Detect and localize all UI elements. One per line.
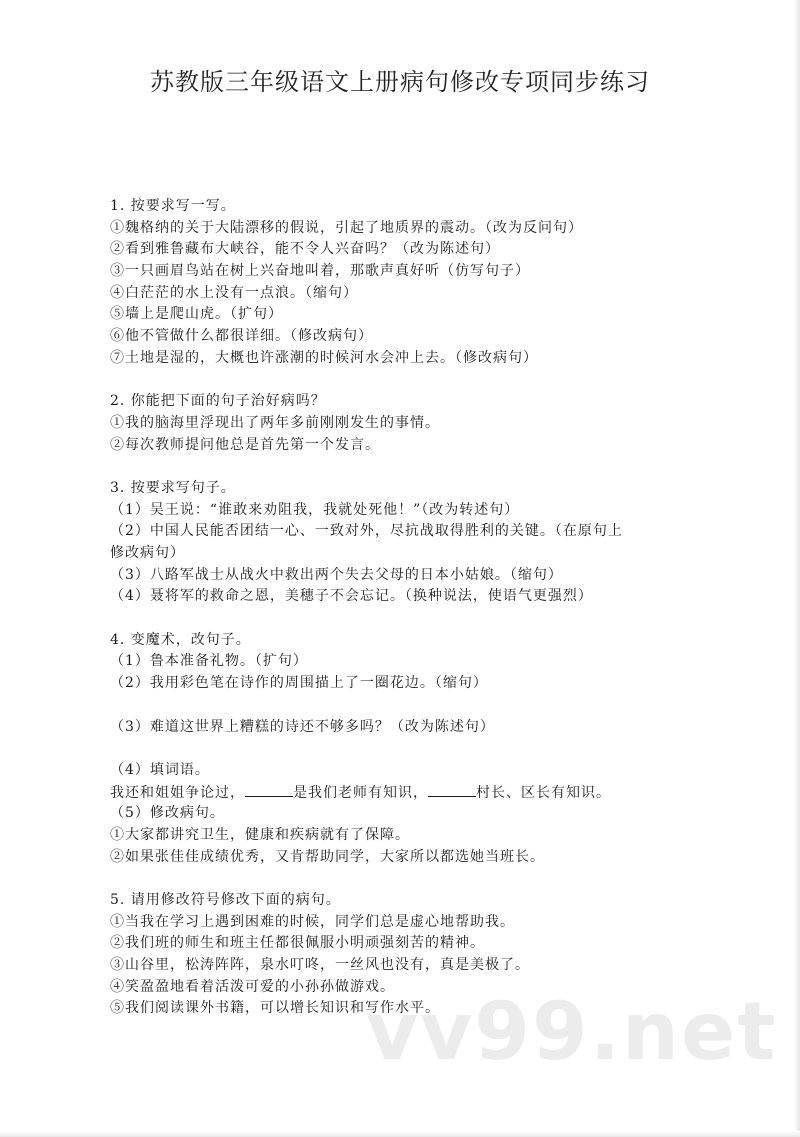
section-1-item-4: ④白茫茫的水上没有一点浪。（缩句） (110, 284, 358, 301)
section-1-item-6: ⑥他不管做什么都很详细。（修改病句） (110, 328, 373, 345)
section-4-item-5-2: ②如果张佳佳成绩优秀，又肯帮助同学，大家所以都选她当班长。 (110, 848, 545, 865)
document-body (110, 196, 690, 1020)
section-3 (110, 478, 690, 608)
section-5-item-4: ④笑盈盈地看着活泼可爱的小孙孙做游戏。 (110, 978, 395, 995)
site-watermark: vv99.net (366, 985, 778, 1078)
section-1-item-3: ③一只画眉鸟站在树上兴奋地叫着，那歌声真好听（仿写句子） (110, 263, 530, 280)
section-2-item-2: ②每次教师提问他总是首先第一个发言。 (110, 436, 380, 453)
section-4-item-5-1: ①大家都讲究卫生，健康和疾病就有了保障。 (110, 826, 410, 843)
section-5-heading: 5. 请用修改符号修改下面的病句。 (110, 892, 341, 908)
section-4-item-5: （5）修改病句。 (110, 805, 225, 822)
section-3-item-2: （2）中国人民能否团结一心、一致对外，尽抗战取得胜利的关键。（在原句上 (110, 523, 623, 540)
fill-blank-1[interactable] (245, 782, 293, 797)
document-title: 苏教版三年级语文上册病句修改专项同步练习 (150, 68, 650, 96)
section-4-fill-blank-line (110, 782, 690, 804)
section-2-item-1: ①我的脑海里浮现出了两年多前刚刚发生的事情。 (110, 414, 440, 431)
section-3-item-1: （1）吴王说：“谁敢来劝阻我，我就处死他！”（改为转述句） (110, 501, 520, 518)
section-3-item-4: （4）聂将军的救命之恩，美穗子不会忘记。（换种说法，使语气更强烈） (110, 588, 593, 605)
section-5-item-3: ③山谷里，松涛阵阵，泉水叮咚，一丝风也没有，真是美极了。 (110, 957, 530, 974)
section-1-item-7: ⑦土地是湿的，大概也许涨潮的时候河水会冲上去。（修改病句） (110, 349, 538, 366)
section-1-item-1: ①魏格纳的关于大陆漂移的假说，引起了地质界的震动。（改为反问句） (110, 219, 583, 236)
section-4-item-2: （2）我用彩色笔在诗作的周围描上了一圈花边。（缩句） (110, 675, 488, 692)
section-2-heading: 2. 你能把下面的句子治好病吗？ (110, 393, 326, 410)
fill-blank-2[interactable] (428, 782, 476, 797)
section-3-item-3: （3）八路军战士从战火中救出两个失去父母的日本小姑娘。（缩句） (110, 566, 563, 583)
fill-text-b: 是我们老师有知识， (293, 784, 428, 801)
page-bottom-shadow (0, 1131, 800, 1137)
fill-text-a: 我还和姐姐争论过， (110, 784, 245, 801)
section-1-item-2: ②看到雅鲁藏布大峡谷，能不令人兴奋吗？（改为陈述句） (110, 241, 500, 258)
section-2 (110, 391, 690, 456)
section-1-heading: 1. 按要求写一写。 (110, 198, 236, 214)
section-5-item-5: ⑤我们阅读课外书籍，可以增长知识和写作水平。 (110, 1000, 440, 1017)
page-edge-shadow (794, 0, 800, 1137)
section-4-item-3: （3）难道这世界上糟糕的诗还不够多吗？（改为陈述句） (110, 718, 495, 735)
section-5-item-2: ②我们班的师生和班主任都很佩服小明顽强刻苦的精神。 (110, 935, 485, 952)
section-1 (110, 196, 690, 370)
section-4-heading: 4. 变魔术，改句子。 (110, 631, 251, 648)
section-4-item-1: （1）鲁本准备礼物。（扩句） (110, 653, 308, 670)
section-1-item-5: ⑤墙上是爬山虎。（扩句） (110, 306, 283, 323)
section-5-item-1: ①当我在学习上遇到困难的时候，同学们总是虚心地帮助我。 (110, 913, 515, 930)
section-4-item-4: （4）填词语。 (110, 761, 210, 778)
section-3-heading: 3. 按要求写句子。 (110, 479, 236, 496)
section-4 (110, 630, 690, 869)
fill-text-c: 村长、区长有知识。 (476, 784, 611, 801)
section-3-item-2-cont: 修改病句） (110, 545, 185, 561)
